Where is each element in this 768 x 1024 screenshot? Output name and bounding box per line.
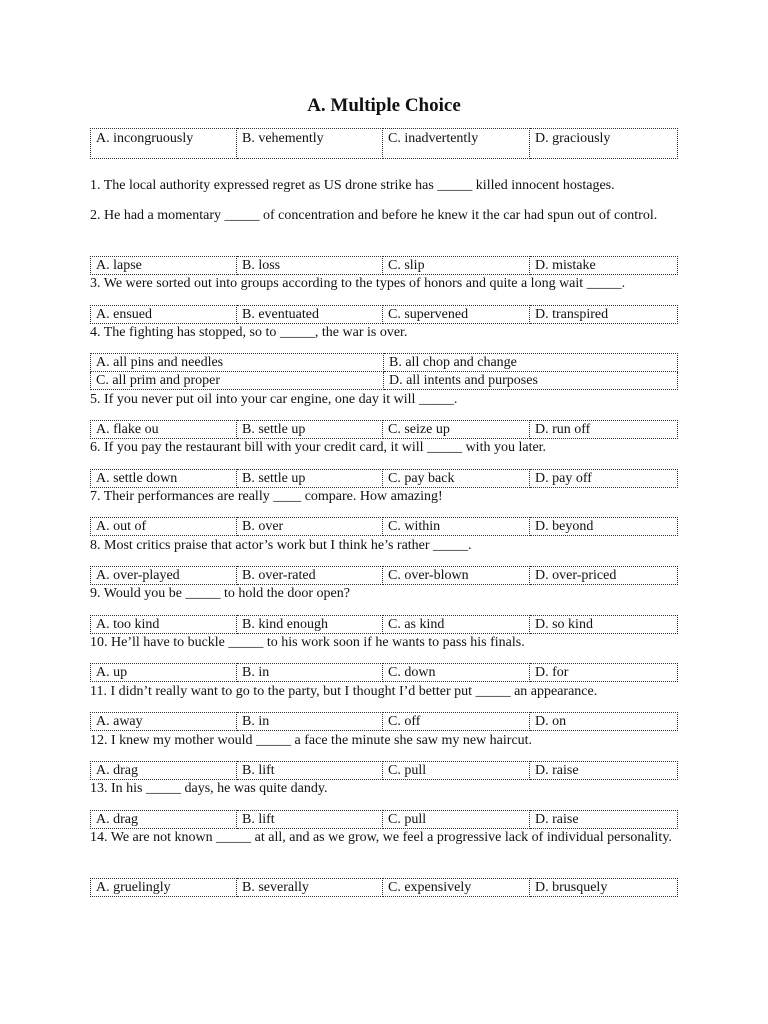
option-a: A. away	[91, 713, 237, 731]
option-c: C. inadvertently	[383, 129, 530, 159]
option-b: B. kind enough	[237, 616, 383, 634]
option-d: D. graciously	[530, 129, 678, 159]
question-3: 3. We were sorted out into groups according to the types of honors and quite a long wait _____.	[90, 276, 626, 291]
options-table-q3	[90, 305, 678, 324]
option-a: A. lapse	[91, 257, 237, 275]
option-d: D. brusquely	[530, 879, 678, 897]
option-c: C. pull	[383, 762, 530, 780]
options-table-q11	[90, 712, 678, 731]
option-b: B. severally	[237, 879, 383, 897]
options-table-q7	[90, 517, 678, 536]
question-10: 10. He’ll have to buckle _____ to his work soon if he wants to pass his finals.	[90, 635, 525, 650]
options-table-q12	[90, 761, 678, 780]
question-4: 4. The fighting has stopped, so to _____, the war is over.	[90, 325, 408, 340]
option-c: C. off	[383, 713, 530, 731]
option-a: A. incongruously	[91, 129, 237, 159]
option-d: D. raise	[530, 811, 678, 829]
question-8: 8. Most critics praise that actor’s work but I think he’s rather _____.	[90, 538, 472, 553]
option-b: B. vehemently	[237, 129, 383, 159]
question-9: 9. Would you be _____ to hold the door open?	[90, 586, 350, 601]
options-table-q13	[90, 810, 678, 829]
header-options-table	[90, 128, 678, 159]
option-b: B. loss	[237, 257, 383, 275]
option-a: A. settle down	[91, 470, 237, 488]
option-a: A. drag	[91, 762, 237, 780]
option-a: A. flake ou	[91, 421, 237, 439]
option-d: D. run off	[530, 421, 678, 439]
option-d: D. raise	[530, 762, 678, 780]
option-a: A. gruelingly	[91, 879, 237, 897]
options-row	[91, 129, 678, 159]
options-table-q6	[90, 469, 678, 488]
option-a: A. too kind	[91, 616, 237, 634]
option-c: C. down	[383, 664, 530, 682]
question-12: 12. I knew my mother would _____ a face the minute she saw my new haircut.	[90, 733, 533, 748]
options-table-q2	[90, 256, 678, 275]
option-c: C. seize up	[383, 421, 530, 439]
option-b: B. settle up	[237, 421, 383, 439]
option-b: B. settle up	[237, 470, 383, 488]
option-a: A. all pins and needles	[91, 354, 384, 372]
option-c: C. expensively	[383, 879, 530, 897]
option-a: A. drag	[91, 811, 237, 829]
option-d: D. transpired	[530, 306, 678, 324]
options-table-q8	[90, 566, 678, 585]
option-d: D. for	[530, 664, 678, 682]
options-table-q5	[90, 420, 678, 439]
option-b: B. lift	[237, 811, 383, 829]
option-d: D. over-priced	[530, 567, 678, 585]
option-c: C. over-blown	[383, 567, 530, 585]
option-b: B. all chop and change	[384, 354, 678, 372]
question-11: 11. I didn’t really want to go to the party, but I thought I’d better put _____ an appearance.	[90, 684, 598, 699]
option-c: C. slip	[383, 257, 530, 275]
options-table-q9	[90, 615, 678, 634]
option-a: A. ensued	[91, 306, 237, 324]
options-table-q10	[90, 663, 678, 682]
option-c: C. pay back	[383, 470, 530, 488]
option-b: B. over	[237, 518, 383, 536]
option-d: D. mistake	[530, 257, 678, 275]
option-b: B. over-rated	[237, 567, 383, 585]
page-title: A. Multiple Choice	[307, 95, 461, 116]
option-c: C. all prim and proper	[91, 372, 384, 390]
option-b: B. in	[237, 664, 383, 682]
option-d: D. so kind	[530, 616, 678, 634]
question-14: 14. We are not known _____ at all, and as we grow, we feel a progressive lack of individual personality.	[90, 830, 672, 845]
option-a: A. up	[91, 664, 237, 682]
question-13: 13. In his _____ days, he was quite dandy.	[90, 781, 328, 796]
question-6: 6. If you pay the restaurant bill with your credit card, it will _____ with you later.	[90, 440, 547, 455]
option-c: C. pull	[383, 811, 530, 829]
question-7: 7. Their performances are really ____ compare. How amazing!	[90, 489, 443, 504]
options-table-q4	[90, 353, 678, 390]
option-c: C. as kind	[383, 616, 530, 634]
option-b: B. eventuated	[237, 306, 383, 324]
question-2: 2. He had a momentary _____ of concentration and before he knew it the car had spun out of control.	[90, 208, 658, 223]
option-c: C. within	[383, 518, 530, 536]
option-d: D. pay off	[530, 470, 678, 488]
options-table-q14	[90, 878, 678, 897]
option-c: C. supervened	[383, 306, 530, 324]
option-b: B. lift	[237, 762, 383, 780]
question-1: 1. The local authority expressed regret as US drone strike has _____ killed innocent hostages.	[90, 178, 615, 193]
option-a: A. over-played	[91, 567, 237, 585]
option-b: B. in	[237, 713, 383, 731]
option-d: D. on	[530, 713, 678, 731]
option-d: D. all intents and purposes	[384, 372, 678, 390]
option-a: A. out of	[91, 518, 237, 536]
question-5: 5. If you never put oil into your car engine, one day it will _____.	[90, 392, 458, 407]
option-d: D. beyond	[530, 518, 678, 536]
